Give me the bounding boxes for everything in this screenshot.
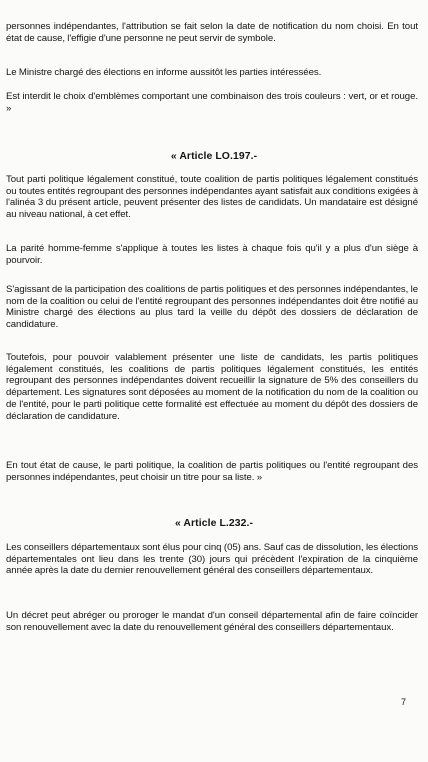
paragraph-lo197-lists: Tout parti politique légalement constitué, toute coalition de partis politiques légalement constitués ou toutes entités regroupant des personnes indépendantes ayant satisfait aux conditions exigées à l'alinéa 3 du présent article, peuvent présenter des listes de candidats. Un mandataire est désigné au niveau national, à cet effet. bbox=[6, 174, 418, 221]
paragraph-emblem-colors: Est interdit le choix d'emblèmes comportant une combinaison des trois couleurs : vert, or et rouge. » bbox=[6, 91, 418, 114]
paragraph-l232-term: Les conseillers départementaux sont élus pour cinq (05) ans. Sauf cas de dissolution, les élections départementales ont lieu dans les trente (30) jours qui précèdent l'expiration de la cinquième année après la date du dernier renouvellement général des conseillers départementaux. bbox=[6, 542, 418, 577]
paragraph-lo197-list-title: En tout état de cause, le parti politique, la coalition de partis politiques ou l'entité regroupant des personnes indépendantes, peut choisir un titre pour sa liste. » bbox=[6, 460, 418, 483]
paragraph-lo197-coalitions: S'agissant de la participation des coalitions de partis politiques et des personnes indépendantes, le nom de la coalition ou celui de l'entité regroupant des personnes indépendantes doit être notifié au Ministre chargé des élections au plus tard la veille du dépôt des dossiers de déclaration de candidature. bbox=[6, 284, 418, 331]
article-lo197-heading: « Article LO.197.- bbox=[170, 151, 258, 162]
paragraph-minister-informs: Le Ministre chargé des élections en informe aussitôt les parties intéressées. bbox=[6, 67, 322, 78]
paragraph-l232-decree: Un décret peut abréger ou proroger le mandat d'un conseil départemental afin de faire coïncider son renouvellement avec la date du renouvellement général des conseillers départementaux. bbox=[6, 610, 418, 633]
article-l232-heading: « Article L.232.- bbox=[174, 518, 254, 529]
paragraph-symbol-attribution: personnes indépendantes, l'attribution se fait selon la date de notification du nom choisi. En tout état de cause, l'effigie d'une personne ne peut servir de symbole. bbox=[6, 21, 418, 44]
paragraph-lo197-parity: La parité homme-femme s'applique à toutes les listes à chaque fois qu'il y a plus d'un siège à pourvoir. bbox=[6, 243, 418, 266]
page-number: 7 bbox=[400, 697, 406, 707]
paragraph-lo197-signatures: Toutefois, pour pouvoir valablement présenter une liste de candidats, les partis politiques légalement constitués, les coalitions de partis politiques légalement constitués, les entités regroupant des personnes indépendantes doivent recueillir la signature de 5% des conseillers du département. Les signatures sont déposées au moment de la notification du nom de la coalition ou de l'entité, pour le parti politique cette formalité est effectuée au moment du dépôt des dossiers de déclaration de candidature. bbox=[6, 352, 418, 422]
